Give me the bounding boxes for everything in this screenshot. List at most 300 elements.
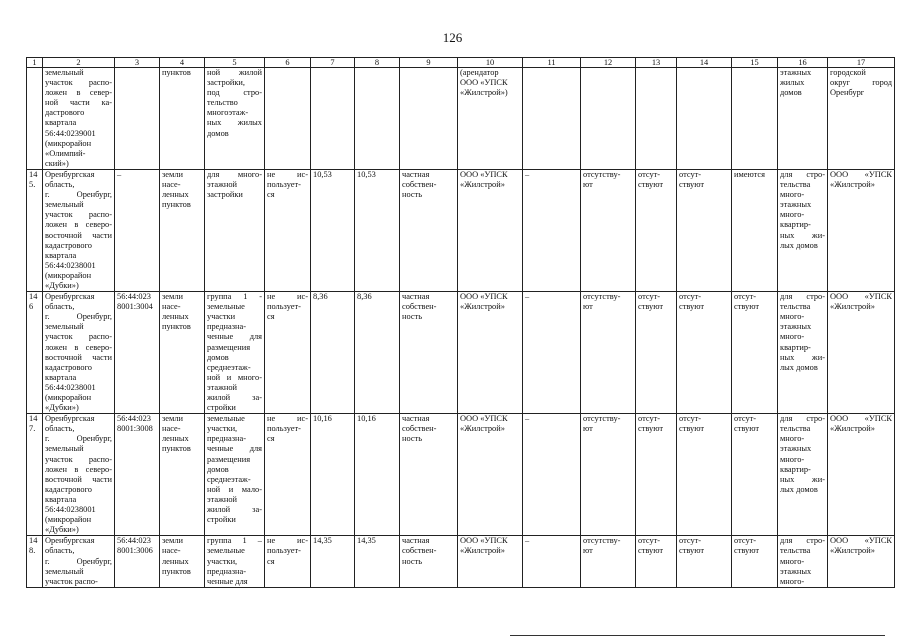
cell-line: ствуют [734, 546, 760, 556]
cell-owner [828, 414, 895, 536]
column-number-row [27, 58, 895, 68]
cell-num [27, 68, 43, 170]
cell-line: лых домов [780, 240, 818, 250]
cell-line: стройки [207, 403, 236, 413]
cell-line: земельные [207, 414, 245, 424]
cell-line: ООО «УПСК [830, 169, 892, 179]
cell-line: среднеэтаж- [207, 362, 251, 372]
cell-line: 14,35 [357, 536, 376, 546]
cell-c11 [523, 292, 581, 414]
cell-owner [828, 68, 895, 170]
cell-cadastral [115, 169, 160, 291]
cell-line: «Жилстрой» [830, 424, 875, 434]
cell-line: ют [583, 180, 593, 190]
cell-line: ных жи- [780, 230, 825, 240]
cell-purpose [778, 68, 828, 170]
cell-line: область, [45, 424, 75, 434]
cell-purpose [778, 536, 828, 588]
cell-line: пунктов [162, 566, 191, 576]
cell-line: много- [780, 434, 805, 444]
cell-line: 8,36 [313, 292, 328, 302]
cell-line: ных жи- [780, 474, 825, 484]
cell-line: Оренбургская [45, 292, 95, 302]
cell-line: отсут- [638, 292, 661, 302]
cell-c13 [636, 169, 677, 291]
cell-line: собствен- [402, 302, 437, 312]
cell-line: отсутству- [583, 292, 621, 302]
cell-holder [458, 536, 523, 588]
cell-num: 148. [27, 536, 43, 588]
cell-line: пунктов [162, 322, 191, 332]
cell-line: ский») [45, 158, 69, 168]
cell-line: для стро- [780, 292, 825, 302]
cell-line: пользует- [267, 424, 301, 434]
cell-line: Оренбург [830, 88, 865, 98]
cell-line: 10,16 [357, 414, 376, 424]
cell-c14 [677, 169, 732, 291]
cell-line: – [117, 169, 122, 179]
cell-line: ной и много- [207, 372, 262, 382]
cell-line: лых домов [780, 484, 818, 494]
cell-line: «Дубки») [45, 280, 79, 290]
cell-c13 [636, 536, 677, 588]
cell-line: ствуют [734, 302, 760, 312]
cell-line: ченные для [207, 576, 248, 586]
cell-line: частная [402, 536, 430, 546]
cell-status [265, 68, 311, 170]
cell-status [265, 169, 311, 291]
column-number-2: 2 [43, 58, 115, 68]
cell-line: земельный [45, 200, 84, 210]
cell-line: ствуют [638, 546, 664, 556]
cell-category [160, 68, 205, 170]
cell-category [160, 169, 205, 291]
cell-line: ложен в север- [45, 88, 112, 98]
cell-line: кадастрового [45, 484, 92, 494]
cell-line: кадастрового [45, 240, 92, 250]
cell-purpose [778, 414, 828, 536]
cell-line: 56:44:023 [117, 536, 151, 546]
cell-line: не ис- [267, 536, 308, 546]
cell-line: «Дубки») [45, 525, 79, 535]
cell-line: для стро- [780, 536, 825, 546]
column-number-12: 12 [581, 58, 636, 68]
cell-c13 [636, 68, 677, 170]
cell-line: пользует- [267, 302, 301, 312]
cell-line: стройки [207, 515, 236, 525]
cell-line: отсут- [679, 292, 702, 302]
cell-line: ООО «УПСК [460, 414, 508, 424]
cell-line: имеются [734, 169, 765, 179]
cell-line: ных жилых [207, 118, 262, 128]
cell-line: отсут- [734, 414, 757, 424]
cell-line: квартала [45, 372, 77, 382]
cell-line: ность [402, 434, 423, 444]
cell-area2 [355, 292, 400, 414]
cell-line: собствен- [402, 424, 437, 434]
cell-line: (микрорайон [45, 515, 92, 525]
cell-line: Оренбургская [45, 414, 95, 424]
cell-line: многоэтаж- [207, 108, 249, 118]
cell-line: ООО «УПСК [830, 414, 892, 424]
cell-line: размещения [207, 454, 251, 464]
cell-owner [828, 292, 895, 414]
cell-line: ООО «УПСК [460, 536, 508, 546]
cell-area2 [355, 68, 400, 170]
cell-area1 [311, 292, 355, 414]
cell-line: этажной [207, 494, 238, 504]
cell-line: кадастрового [45, 362, 92, 372]
cell-area1 [311, 169, 355, 291]
cell-line: «Жилстрой» [460, 424, 505, 434]
cell-line: 8001:3004 [117, 302, 153, 312]
cell-line: 10,16 [313, 414, 332, 424]
cell-line: ООО «УПСК [460, 78, 508, 88]
cell-ownership [400, 292, 458, 414]
cell-line: 56:44:0238001 [45, 382, 96, 392]
cell-line: домов [780, 88, 802, 98]
cell-location [43, 68, 115, 170]
cell-line: «Жилстрой» [460, 546, 505, 556]
column-number-7: 7 [311, 58, 355, 68]
cell-line: (арендатор [460, 68, 499, 77]
cell-area2 [355, 536, 400, 588]
cell-line: городской [830, 68, 866, 77]
cell-line: участок распо- [45, 454, 112, 464]
cell-c15 [732, 169, 778, 291]
cell-line: группа 1 - [207, 292, 262, 302]
cell-line: тельства [780, 302, 811, 312]
cell-line: Оренбургская [45, 536, 95, 546]
cell-line: группа 1 – [207, 536, 262, 546]
cell-location [43, 414, 115, 536]
cell-line: ствуют [679, 180, 705, 190]
cell-line: земли [162, 169, 183, 179]
cell-line: восточной части [45, 474, 112, 484]
cell-line: ной части ка- [45, 98, 112, 108]
cell-line: для стро- [780, 414, 825, 424]
cell-line: ООО «УПСК [830, 292, 892, 302]
cell-line: земельные [207, 546, 245, 556]
cell-line: восточной части [45, 352, 112, 362]
cell-owner [828, 169, 895, 291]
cell-line: ложен в северо- [45, 464, 112, 474]
cell-line: ность [402, 312, 423, 322]
cell-line: ся [267, 312, 275, 322]
cell-line: «Жилстрой» [460, 180, 505, 190]
cell-line: земельный [45, 444, 84, 454]
cell-ownership [400, 169, 458, 291]
cell-cadastral [115, 292, 160, 414]
cell-line: земельные [207, 302, 245, 312]
cell-category [160, 292, 205, 414]
cell-c15 [732, 536, 778, 588]
footer-rule [510, 635, 885, 636]
table-row [27, 414, 895, 536]
cell-line: жилой за- [207, 505, 262, 515]
land-register-table [26, 57, 895, 588]
column-number-16: 16 [778, 58, 828, 68]
cell-line: частная [402, 169, 430, 179]
cell-line: отсут- [734, 536, 757, 546]
cell-cadastral [115, 414, 160, 536]
cell-line: ствуют [679, 546, 705, 556]
cell-line: много- [780, 556, 805, 566]
cell-line: «Олимпий- [45, 148, 86, 158]
cell-line: размещения [207, 342, 251, 352]
cell-line: квартала [45, 494, 77, 504]
column-number-1: 1 [27, 58, 43, 68]
cell-line: дастрового [45, 108, 85, 118]
cell-line: много- [780, 312, 805, 322]
cell-use [205, 68, 265, 170]
cell-area1 [311, 68, 355, 170]
cell-c14 [677, 68, 732, 170]
cell-line: земли [162, 414, 183, 424]
cell-c13 [636, 292, 677, 414]
cell-use [205, 292, 265, 414]
cell-line: этажных [780, 200, 812, 210]
cell-line: земли [162, 292, 183, 302]
cell-line: насе- [162, 424, 181, 434]
cell-line: этажной [207, 180, 238, 190]
cell-area1 [311, 414, 355, 536]
cell-line: частная [402, 292, 430, 302]
cell-holder [458, 169, 523, 291]
cell-use [205, 414, 265, 536]
cell-line: участок распо- [45, 576, 98, 586]
cell-line: отсут- [679, 414, 702, 424]
cell-c13 [636, 414, 677, 536]
cell-c12 [581, 536, 636, 588]
cell-line: ленных [162, 556, 189, 566]
cell-category [160, 536, 205, 588]
cell-line: собствен- [402, 180, 437, 190]
cell-line: лых домов [780, 362, 818, 372]
cell-location [43, 169, 115, 291]
cell-line: ной и мало- [207, 484, 262, 494]
cell-line: участок распо- [45, 78, 112, 88]
cell-line: отсут- [679, 536, 702, 546]
cell-line: домов [207, 352, 229, 362]
cell-line: участки, [207, 424, 238, 434]
cell-line: отсутству- [583, 536, 621, 546]
cell-c11 [523, 169, 581, 291]
cell-line: пользует- [267, 180, 301, 190]
cell-ownership [400, 68, 458, 170]
cell-c11 [523, 536, 581, 588]
cell-line: «Жилстрой» [460, 302, 505, 312]
cell-c15 [732, 292, 778, 414]
column-number-8: 8 [355, 58, 400, 68]
cell-c12 [581, 169, 636, 291]
cell-line: ют [583, 302, 593, 312]
cell-line: застройки, [207, 78, 246, 88]
cell-line: ной жилой [207, 68, 262, 77]
cell-area2 [355, 169, 400, 291]
cell-line: много- [780, 190, 805, 200]
page-number: 126 [442, 30, 463, 45]
cell-line: предназна- [207, 322, 247, 332]
cell-status [265, 414, 311, 536]
cell-c14 [677, 414, 732, 536]
cell-line: «Жилстрой» [830, 180, 875, 190]
cell-line: этажных [780, 444, 812, 454]
cell-num: 146 [27, 292, 43, 414]
cell-line: «Жилстрой» [830, 546, 875, 556]
cell-category [160, 414, 205, 536]
cell-line: отсут- [638, 536, 661, 546]
cell-line: тельство [207, 98, 238, 108]
cell-line: 10,53 [357, 169, 376, 179]
cell-line: 10,53 [313, 169, 332, 179]
cell-holder [458, 68, 523, 170]
cell-line: пунктов [162, 444, 191, 454]
cell-line: ООО «УПСК [830, 536, 892, 546]
cell-line: – [525, 414, 530, 424]
cell-c12 [581, 68, 636, 170]
cell-line: Оренбургская [45, 169, 95, 179]
cell-line: насе- [162, 302, 181, 312]
cell-line: под стро- [207, 88, 262, 98]
cell-line: собствен- [402, 546, 437, 556]
cell-status [265, 292, 311, 414]
cell-line: ствуют [679, 302, 705, 312]
cell-c14 [677, 536, 732, 588]
cell-line: жилой за- [207, 393, 262, 402]
cell-c11 [523, 68, 581, 170]
cell-line: 14,35 [313, 536, 332, 546]
cell-line: не ис- [267, 169, 308, 179]
cell-line: среднеэтаж- [207, 474, 251, 484]
cell-line: ствуют [734, 424, 760, 434]
cell-line: пользует- [267, 546, 301, 556]
cell-cadastral [115, 536, 160, 588]
cell-line: квартир- [780, 464, 811, 474]
cell-line: насе- [162, 180, 181, 190]
cell-line: квартала [45, 118, 77, 128]
cell-line: ют [583, 424, 593, 434]
cell-line: этажных [780, 322, 812, 332]
cell-line: область, [45, 546, 75, 556]
cell-line: ность [402, 556, 423, 566]
cell-line: пунктов [162, 200, 191, 210]
cell-use [205, 536, 265, 588]
cell-line: ствуют [638, 302, 664, 312]
cell-line: ООО «УПСК [460, 169, 508, 179]
cell-line: земельный [45, 322, 84, 332]
cell-line: много- [780, 576, 805, 586]
cell-line: много- [780, 454, 805, 464]
column-number-6: 6 [265, 58, 311, 68]
cell-line: ся [267, 556, 275, 566]
cell-c15 [732, 68, 778, 170]
cell-line: – [525, 536, 530, 546]
cell-line: квартир- [780, 342, 811, 352]
cell-line: земельный [45, 68, 84, 77]
cell-line: насе- [162, 546, 181, 556]
cell-c14 [677, 292, 732, 414]
column-number-10: 10 [458, 58, 523, 68]
cell-line: участок распо- [45, 210, 112, 220]
cell-line: домов [207, 464, 229, 474]
cell-line: ствуют [638, 424, 664, 434]
column-number-5: 5 [205, 58, 265, 68]
cell-line: область, [45, 302, 75, 312]
cell-line: ложен в северо- [45, 220, 112, 230]
cell-line: этажных [780, 68, 812, 77]
cell-line: отсутству- [583, 414, 621, 424]
column-number-14: 14 [677, 58, 732, 68]
cell-line: участок распо- [45, 332, 112, 342]
cell-line: г. Оренбург, [45, 312, 112, 322]
cell-c15 [732, 414, 778, 536]
cell-line: ствуют [638, 180, 664, 190]
table-row [27, 292, 895, 414]
cell-cadastral [115, 68, 160, 170]
column-number-13: 13 [636, 58, 677, 68]
column-number-9: 9 [400, 58, 458, 68]
cell-line: ленных [162, 312, 189, 322]
cell-line: ных жи- [780, 352, 825, 362]
cell-line: не ис- [267, 292, 308, 302]
cell-line: участки [207, 312, 236, 322]
cell-line: (микрорайон [45, 393, 92, 402]
cell-line: ленных [162, 434, 189, 444]
cell-line: отсут- [679, 169, 702, 179]
cell-line: ченные для [207, 444, 262, 454]
cell-num: 145. [27, 169, 43, 291]
cell-line: для стро- [780, 169, 825, 179]
cell-line: тельства [780, 424, 811, 434]
cell-line: ют [583, 546, 593, 556]
cell-line: предназна- [207, 566, 247, 576]
cell-line: ченные для [207, 332, 262, 342]
cell-line: г. Оренбург, [45, 190, 112, 200]
cell-line: квартала [45, 250, 77, 260]
cell-c12 [581, 414, 636, 536]
cell-area2 [355, 414, 400, 536]
cell-line: ложен в северо- [45, 342, 112, 352]
cell-line: отсутству- [583, 169, 621, 179]
cell-line: ся [267, 434, 275, 444]
cell-line: «Жилстрой» [830, 302, 875, 312]
cell-line: (микрорайон [45, 270, 92, 280]
cell-line: этажных [780, 566, 812, 576]
cell-line: 8,36 [357, 292, 372, 302]
cell-line: ность [402, 190, 423, 200]
table-row [27, 68, 895, 170]
cell-status [265, 536, 311, 588]
cell-c11 [523, 414, 581, 536]
cell-line: «Жилстрой») [460, 88, 508, 98]
cell-line: много- [780, 210, 805, 220]
cell-line: отсут- [638, 414, 661, 424]
cell-owner [828, 536, 895, 588]
cell-line: застройки [207, 190, 243, 200]
cell-line: г. Оренбург, [45, 556, 112, 566]
cell-line: домов [207, 128, 229, 138]
cell-purpose [778, 292, 828, 414]
cell-line: округ город [830, 78, 892, 88]
cell-line: 56:44:023 [117, 292, 151, 302]
cell-line: отсут- [638, 169, 661, 179]
cell-line: – [525, 169, 530, 179]
cell-num: 147. [27, 414, 43, 536]
cell-line: 56:44:0238001 [45, 505, 96, 515]
column-number-17: 17 [828, 58, 895, 68]
cell-line: 8001:3008 [117, 424, 153, 434]
